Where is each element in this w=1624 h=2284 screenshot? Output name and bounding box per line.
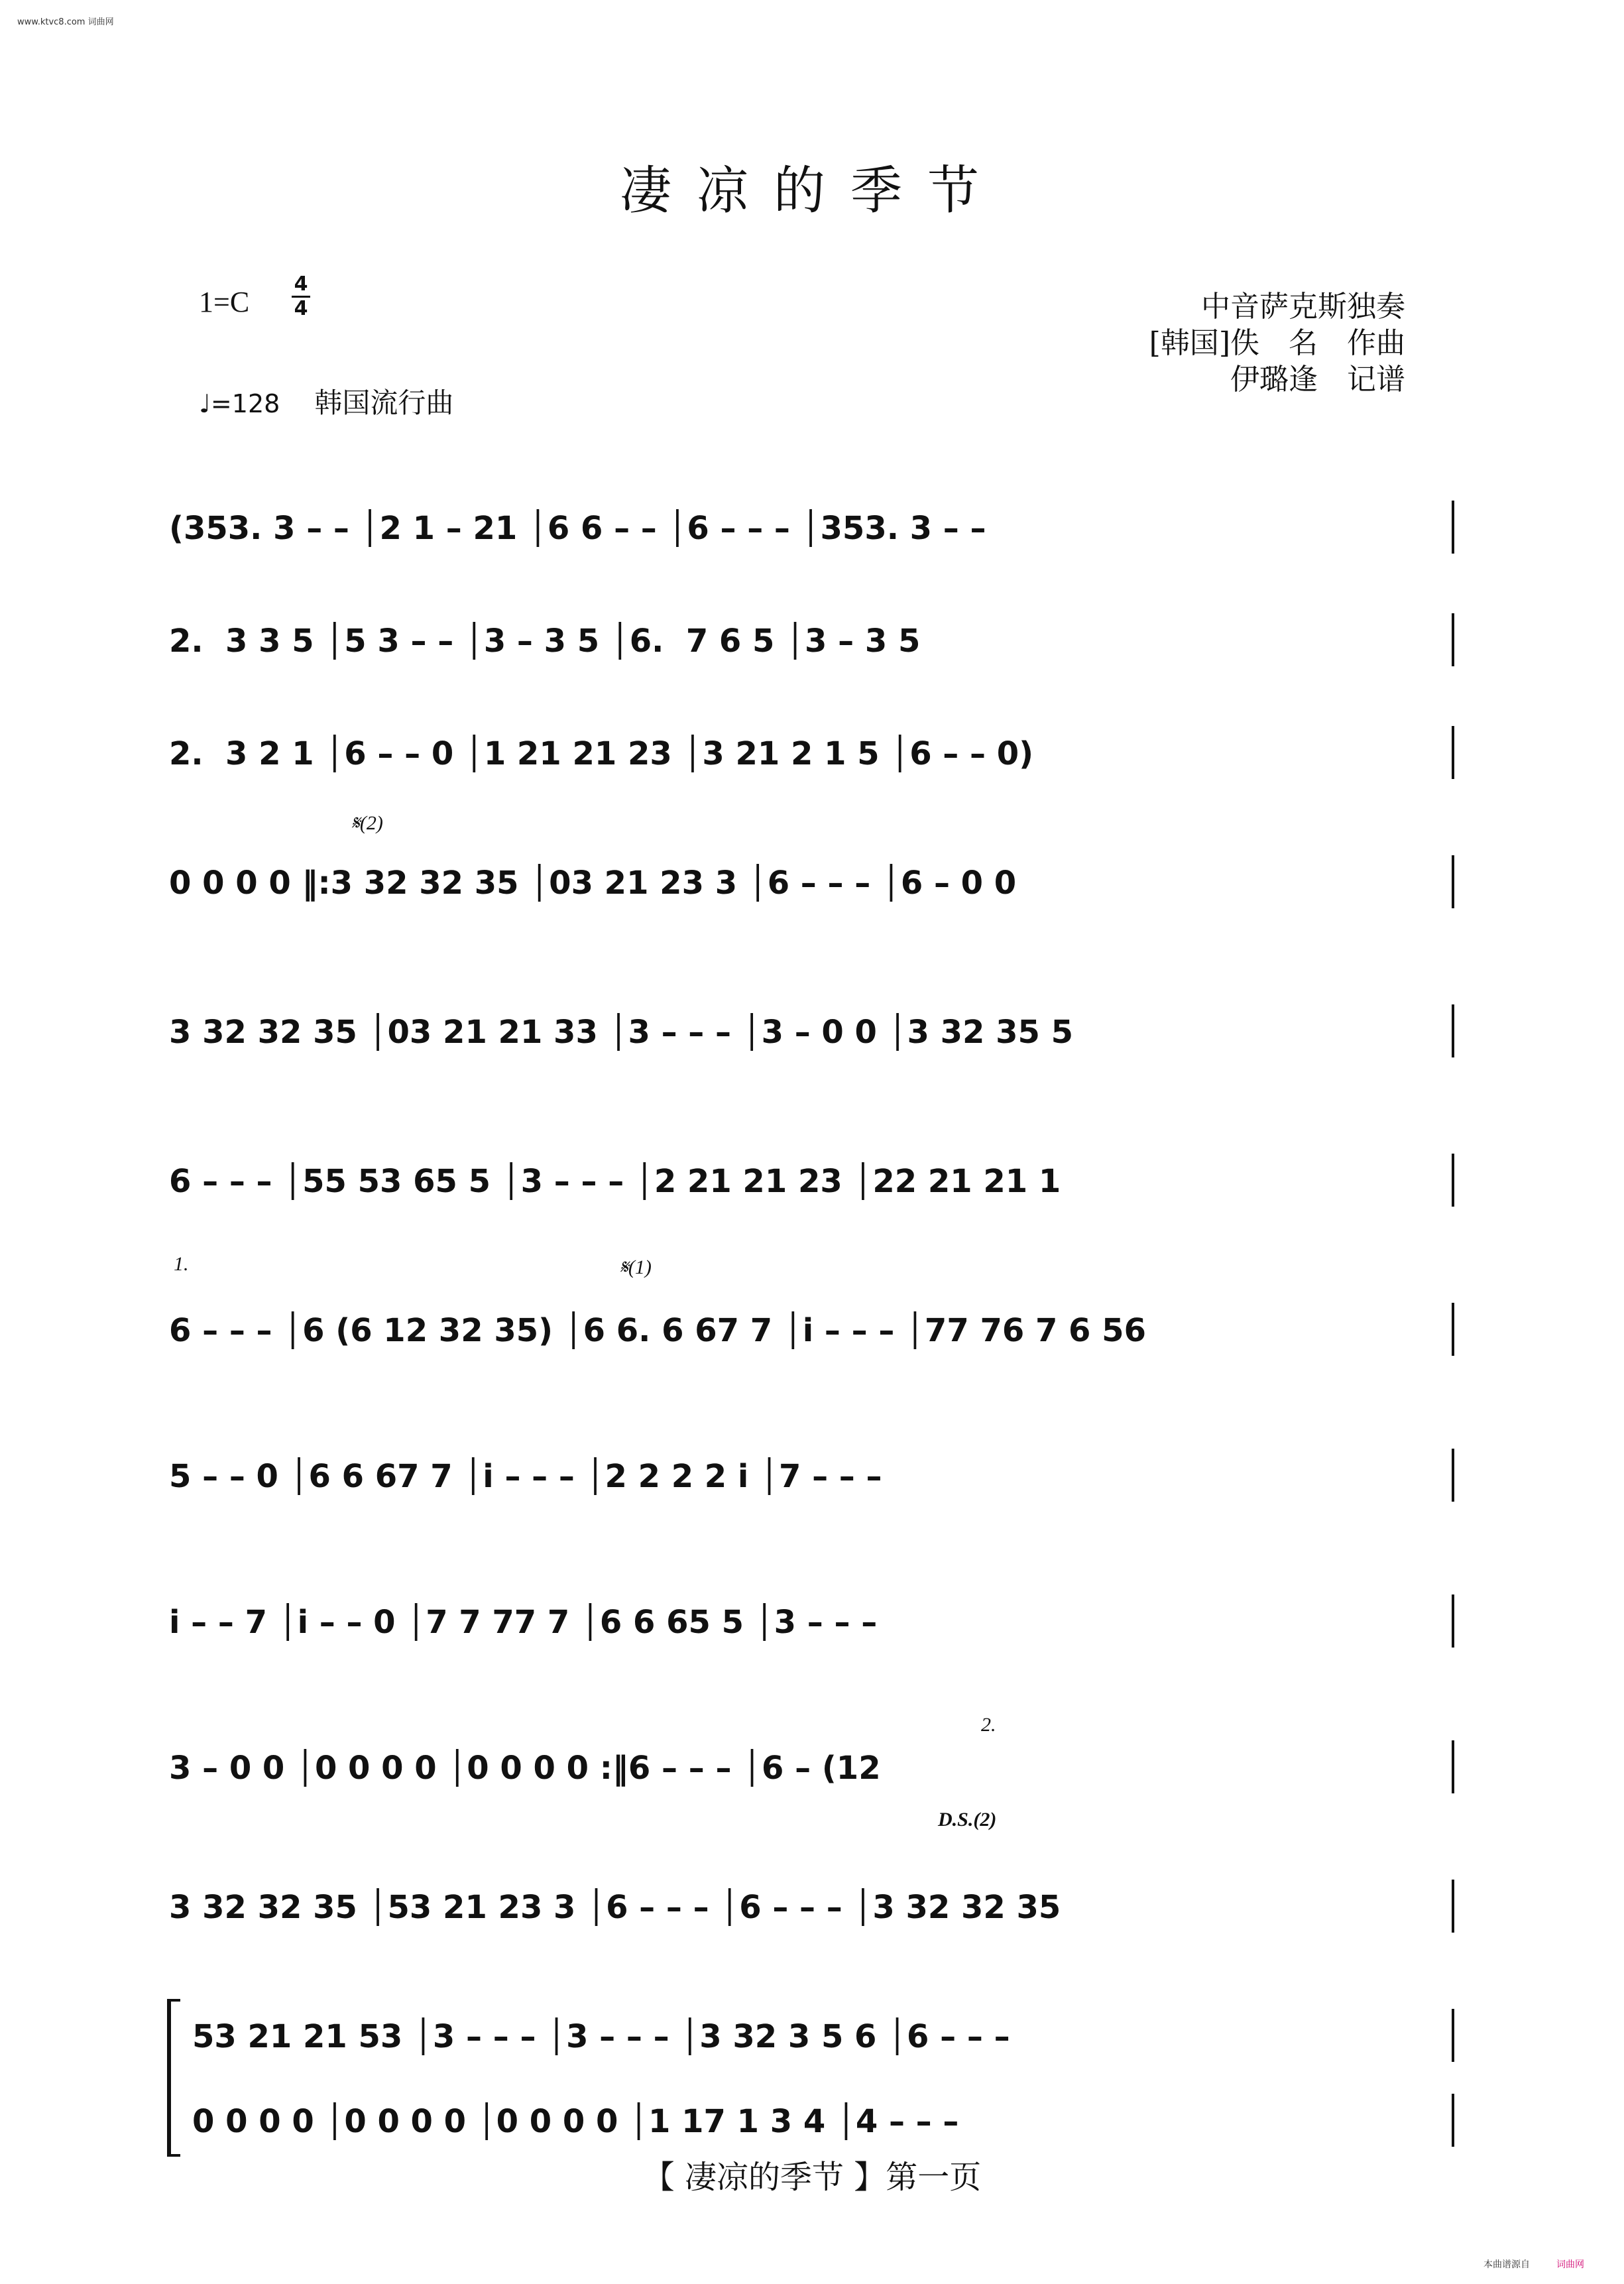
song-title: 凄凉的季节 <box>619 161 1004 221</box>
barline <box>1452 1740 1454 1793</box>
barline <box>1452 1880 1454 1933</box>
row-notes: 0 0 0 0 │0 0 0 0 │0 0 0 0 │1 17 1 3 4 │4 – – – <box>192 2103 959 2140</box>
row-notes: 3 32 32 35 │03 21 21 33 │3 – – – │3 – 0 0 │3 32 35 5 <box>169 1014 1074 1051</box>
notation-row <box>169 1154 1455 1207</box>
row-notes: 0 0 0 0 ‖:3 32 32 35 │03 21 23 3 │6 – – – │6 – 0 0 <box>169 865 1017 902</box>
time-top: 4 <box>294 272 308 296</box>
site-url: www.ktvc8.com 词曲网 <box>17 17 114 27</box>
notation-row <box>169 1880 1455 1933</box>
system-bracket <box>167 1999 180 2157</box>
footer-brand: 词曲网 <box>1556 2259 1584 2270</box>
footer-text: 本曲谱源自 <box>1483 2259 1530 2270</box>
row-notes: 3 32 32 35 │53 21 23 3 │6 – – – │6 – – – │3 32 32 35 <box>169 1889 1061 1926</box>
barline <box>1452 726 1454 779</box>
time-signature <box>292 273 310 320</box>
notation-row <box>169 1449 1455 1502</box>
barline <box>1452 1594 1454 1648</box>
row-notes: (353. 3 – – │2 1 – 21 │6 6 – – │6 – – – │353. 3 – – <box>169 510 986 547</box>
tempo: ♩=128 <box>199 389 280 418</box>
segno-2: 𝄋(2) <box>351 812 383 834</box>
notation-row <box>169 501 1455 554</box>
notation-row <box>169 1594 1455 1648</box>
notation-row <box>169 1740 1455 1793</box>
barline <box>1452 1154 1454 1207</box>
barline <box>1452 855 1454 908</box>
row-notes: 3 – 0 0 │0 0 0 0 │0 0 0 0 :‖6 – – – │6 – (12 <box>169 1750 881 1787</box>
credit-line: 伊璐逢 记谱 <box>1230 363 1405 396</box>
notation-row <box>169 613 1455 666</box>
genre: 韩国流行曲 <box>314 387 454 419</box>
time-bottom: 4 <box>294 297 308 320</box>
credit-line: 中音萨克斯独奏 <box>1201 290 1405 324</box>
dal-segno: D.S.(2) <box>938 1809 997 1831</box>
notation-row <box>192 2009 1455 2062</box>
row-notes: 6 – – – │6 (6 12 32 35) │6 6. 6 67 7 │i – – – │77 76 7 6 56 <box>169 1312 1146 1349</box>
segno-1: 𝄋(1) <box>620 1256 652 1278</box>
barline <box>1452 2094 1454 2147</box>
footer-source <box>1483 2257 1584 2271</box>
barline <box>1452 1303 1454 1356</box>
key-signature: 1=C <box>199 286 250 318</box>
row-notes: 6 – – – │55 53 65 5 │3 – – – │2 21 21 23 │22 21 21 1 <box>169 1163 1061 1200</box>
barline <box>1452 1004 1454 1057</box>
page-label: 【 凄凉的季节 】第一页 <box>642 2159 982 2196</box>
notation-row <box>169 726 1455 779</box>
notation-row <box>169 1303 1455 1356</box>
credit-line: [韩国]佚 名 作曲 <box>1149 326 1405 360</box>
row-notes: 53 21 21 53 │3 – – – │3 – – – │3 32 3 5 6 │6 – – – <box>192 2018 1010 2055</box>
tempo-line <box>199 381 453 421</box>
row-notes: 2. 3 3 5 │5 3 – – │3 – 3 5 │6. 7 6 5 │3 – 3 5 <box>169 623 921 660</box>
row-notes: 5 – – 0 │6 6 67 7 │i – – – │2 2 2 2 i │7 – – – <box>169 1458 882 1495</box>
notation-row <box>169 855 1455 908</box>
volta-1: 1. <box>174 1253 189 1275</box>
row-notes: 2. 3 2 1 │6 – – 0 │1 21 21 23 │3 21 2 1 5 │6 – – 0) <box>169 735 1034 772</box>
barline <box>1452 2009 1454 2062</box>
row-notes: i – – 7 │i – – 0 │7 7 77 7 │6 6 65 5 │3 – – – <box>169 1604 878 1641</box>
notation-row <box>192 2094 1455 2147</box>
barline <box>1452 1449 1454 1502</box>
barline <box>1452 613 1454 666</box>
barline <box>1452 501 1454 554</box>
credits <box>1149 288 1405 398</box>
notation-row <box>169 1004 1455 1057</box>
volta-2: 2. <box>981 1714 996 1736</box>
